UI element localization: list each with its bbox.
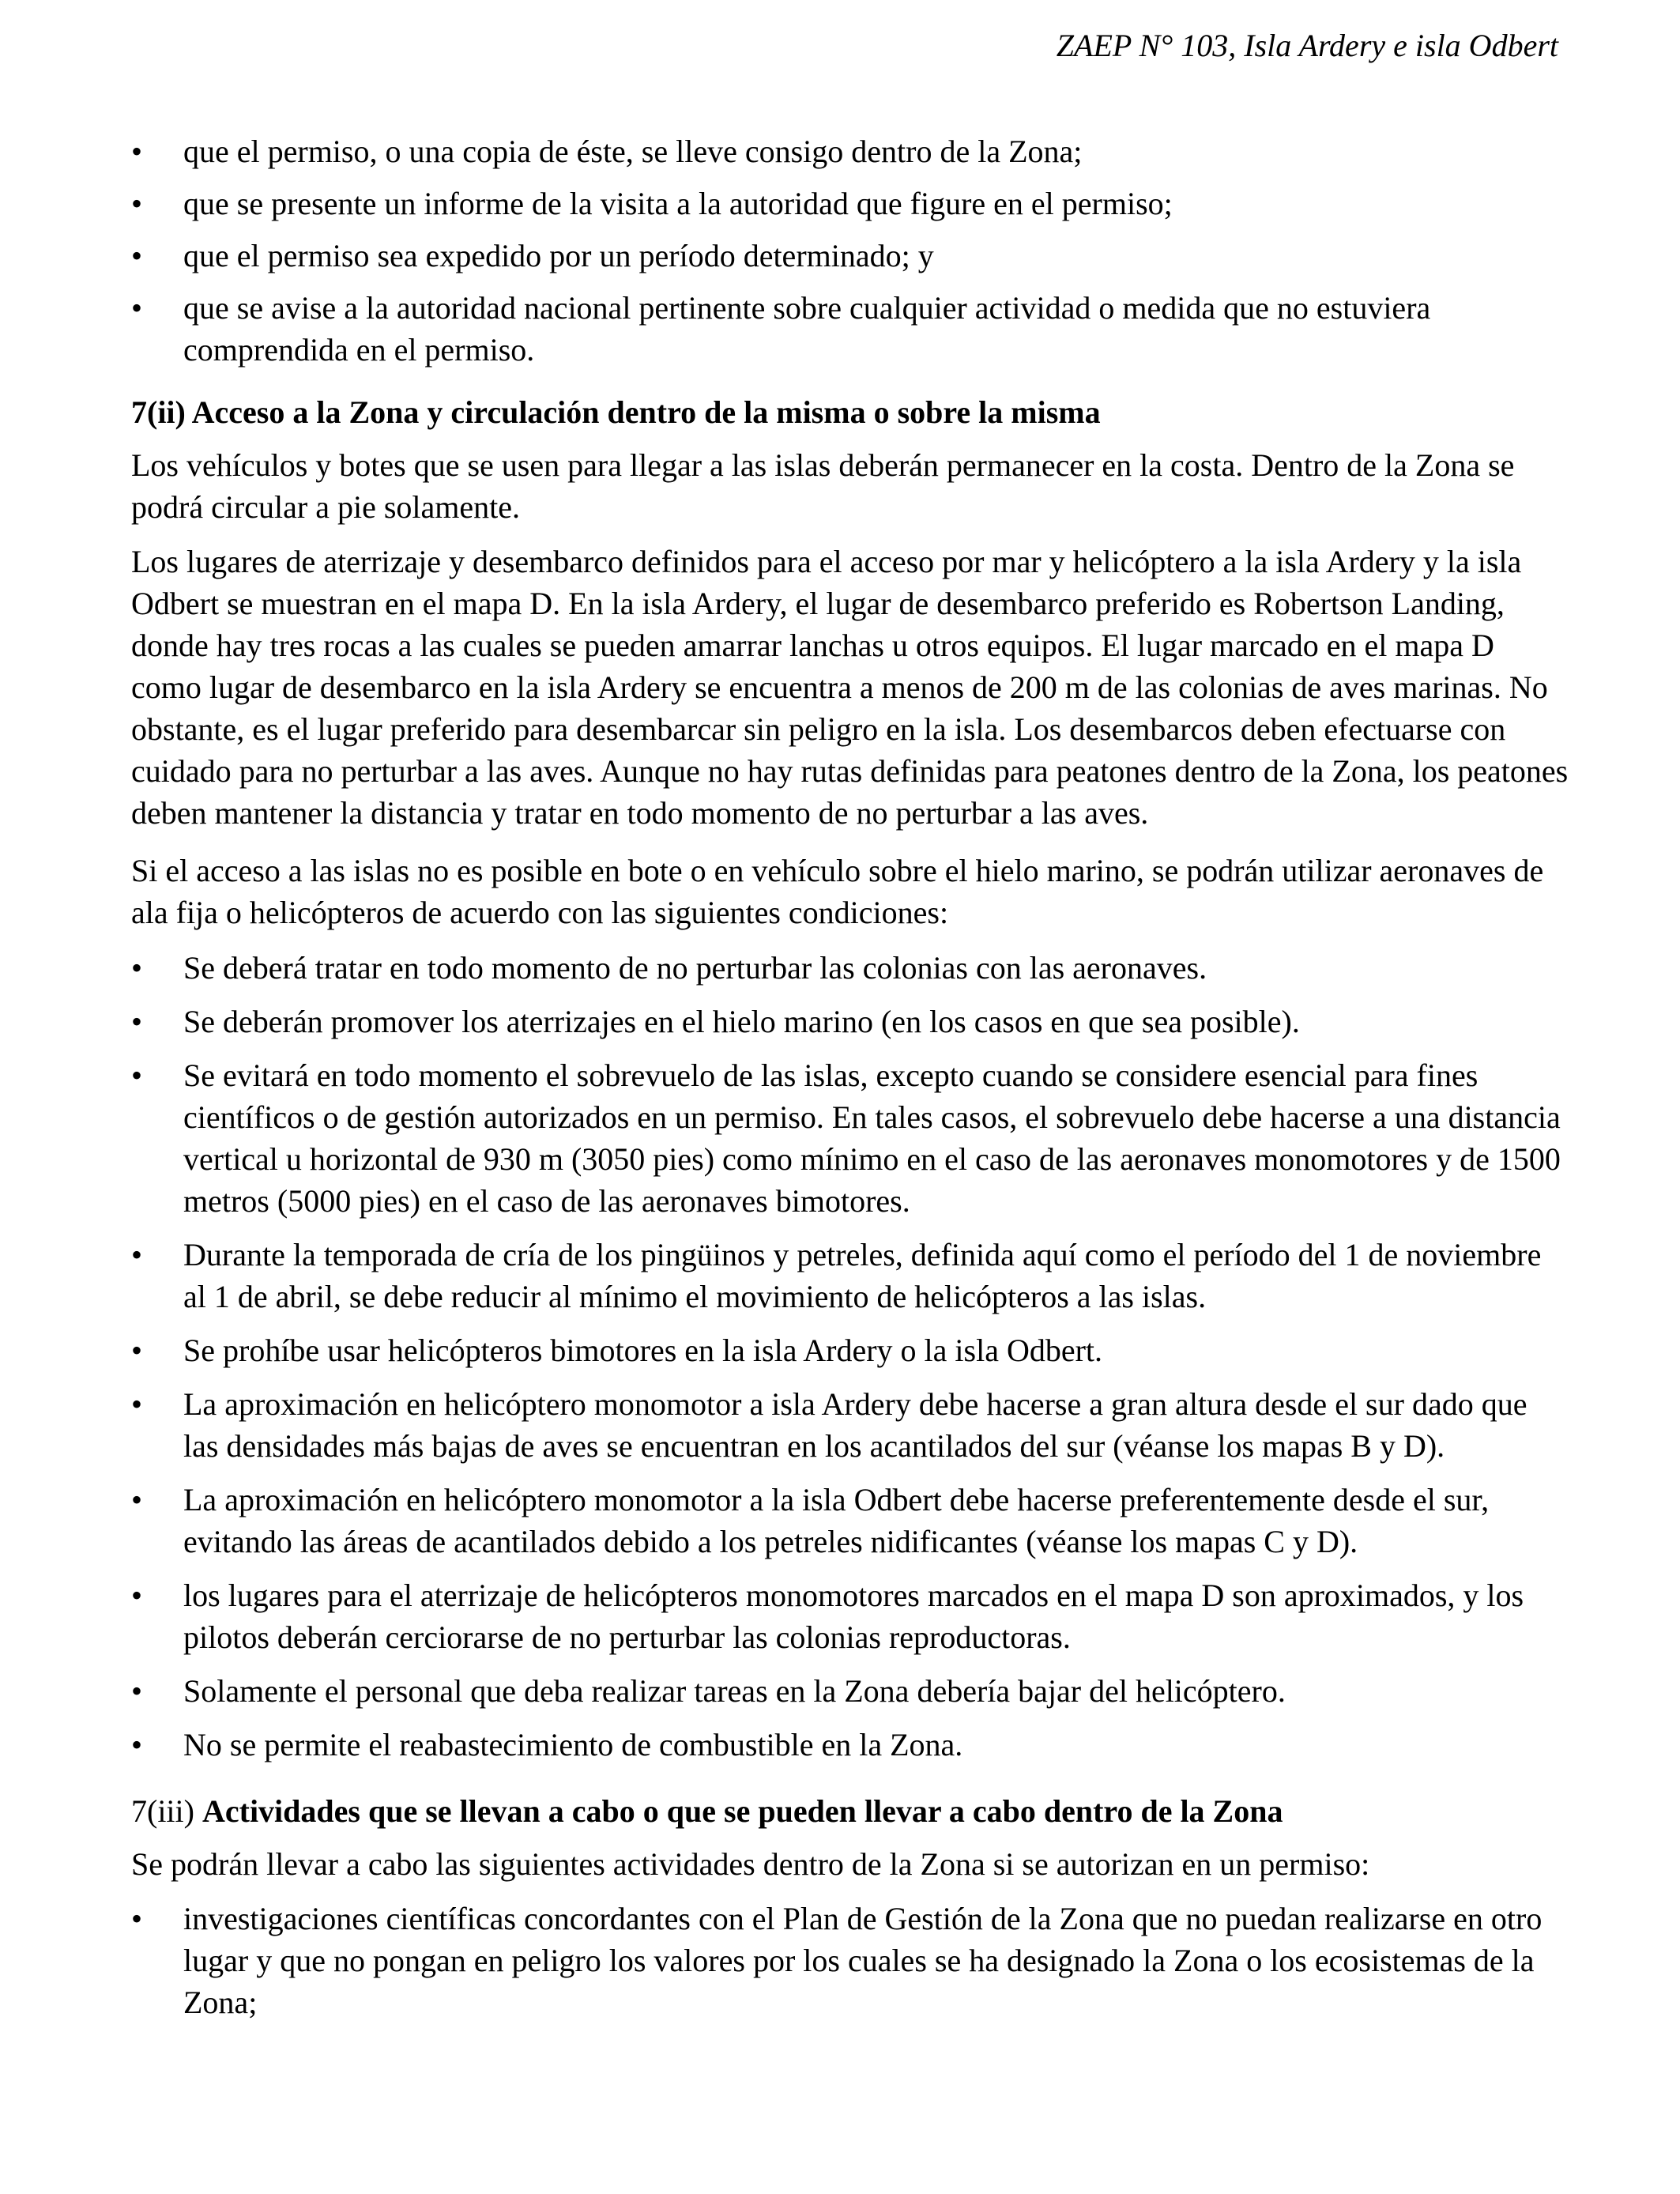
- section-heading-activities: [131, 1790, 1569, 1832]
- list-item: [131, 1054, 1569, 1222]
- list-item: [131, 130, 1569, 172]
- bullet-icon: [131, 1898, 155, 1940]
- list-item-text: La aproximación en helicóptero monomotor a isla Ardery debe hacerse a gran altura desde el sur dado que las densidades más bajas de aves se encuentran en los acantilados del sur (véanse los mapas B y D).: [183, 1386, 1527, 1464]
- list-item-text: No se permite el reabastecimiento de combustible en la Zona.: [183, 1727, 963, 1762]
- list-item-text: que se avise a la autoridad nacional pertinente sobre cualquier actividad o medida que no estuviera comprendida en el permiso.: [183, 290, 1431, 368]
- list-item-text: La aproximación en helicóptero monomotor a la isla Odbert debe hacerse preferentemente desde el sur, evitando las áreas de acantilados debido a los petreles nidificantes (véanse los mapas C y D).: [183, 1482, 1490, 1559]
- bullet-icon: [131, 1574, 155, 1616]
- paragraph-activities-intro: Se podrán llevar a cabo las siguientes actividades dentro de la Zona si se autorizan en un permiso:: [131, 1846, 1370, 1882]
- list-item: [131, 947, 1569, 989]
- list-item-text: los lugares para el aterrizaje de helicópteros monomotores marcados en el mapa D son aproximados, y los pilotos deberán cerciorarse de no perturbar las colonias reproductoras.: [183, 1578, 1524, 1655]
- list-item-text: Se evitará en todo momento el sobrevuelo de las islas, excepto cuando se considere esencial para fines científicos o de gestión autorizados en un permiso. En tales casos, el sobrevuelo debe hacerse a una distancia vertical u horizontal de 930 m (3050 pies) como mínimo en el caso de las aeronaves monomotores y de 1500 metros (5000 pies) en el caso de las aeronaves bimotores.: [183, 1057, 1561, 1219]
- bullet-icon: [131, 1724, 155, 1766]
- bullet-icon: [131, 1479, 155, 1521]
- list-item: [131, 1670, 1569, 1712]
- bullet-icon: [131, 235, 155, 277]
- list-item-text: Se deberá tratar en todo momento de no perturbar las colonias con las aeronaves.: [183, 950, 1207, 986]
- page-header-title: ZAEP N° 103, Isla Ardery e isla Odbert: [1056, 28, 1558, 63]
- list-item-text: que el permiso, o una copia de éste, se lleve consigo dentro de la Zona;: [183, 134, 1083, 169]
- paragraph-vehicles: Los vehículos y botes que se usen para llegar a las islas deberán permanecer en la costa. Dentro de la Zona se podrá circular a pie solamente.: [131, 447, 1515, 525]
- bullet-icon: [131, 183, 155, 224]
- list-item-text: Se prohíbe usar helicópteros bimotores en la isla Ardery o la isla Odbert.: [183, 1333, 1103, 1368]
- aircraft-conditions-list: [131, 947, 1569, 1766]
- bullet-icon: [131, 1383, 155, 1425]
- section-heading-access: 7(ii) Acceso a la Zona y circulación dentro de la misma o sobre la misma: [131, 394, 1101, 430]
- paragraph-landing-sites: Los lugares de aterrizaje y desembarco definidos para el acceso por mar y helicóptero a la isla Ardery y la isla Odbert se muestran en el mapa D. En la isla Ardery, el lugar de desembarco preferido es Robertson Landing, donde hay tres rocas a las cuales se pueden amarrar lanchas u otros equipos. El lugar marcado en el mapa D como lugar de desembarco en la isla Ardery se encuentra a menos de 200 m de las colonias de aves marinas. No obstante, es el lugar preferido para desembarcar sin peligro en la isla. Los desembarcos deben efectuarse con cuidado para no perturbar a las aves. Aunque no hay rutas definidas para peatones dentro de la Zona, los peatones deben mantener la distancia y tratar en todo momento de no perturbar a las aves.: [131, 544, 1569, 831]
- list-item: [131, 235, 1569, 277]
- bullet-icon: [131, 1234, 155, 1276]
- bullet-icon: [131, 1329, 155, 1371]
- list-item: [131, 1724, 1569, 1766]
- list-item-text: Solamente el personal que deba realizar tareas en la Zona debería bajar del helicóptero.: [183, 1673, 1286, 1709]
- permit-conditions-list: [131, 130, 1569, 371]
- list-item: [131, 287, 1569, 371]
- list-item: [131, 1898, 1569, 2023]
- activities-list: [131, 1898, 1569, 2023]
- list-item: [131, 1329, 1569, 1371]
- section-title: Actividades que se llevan a cabo o que se pueden llevar a cabo dentro de la Zona: [202, 1793, 1283, 1829]
- list-item: [131, 1234, 1569, 1318]
- list-item-text: que se presente un informe de la visita a la autoridad que figure en el permiso;: [183, 186, 1173, 221]
- list-item: [131, 1383, 1569, 1467]
- paragraph-aircraft-intro: Si el acceso a las islas no es posible en bote o en vehículo sobre el hielo marino, se podrán utilizar aeronaves de ala fija o helicópteros de acuerdo con las siguientes condiciones:: [131, 853, 1544, 930]
- bullet-icon: [131, 1001, 155, 1042]
- bullet-icon: [131, 130, 155, 172]
- bullet-icon: [131, 1670, 155, 1712]
- list-item-text: Se deberán promover los aterrizajes en el hielo marino (en los casos en que sea posible).: [183, 1004, 1300, 1039]
- list-item-text: investigaciones científicas concordantes con el Plan de Gestión de la Zona que no puedan realizarse en otro lugar y que no pongan en peligro los valores por los cuales se ha designado la Zona o los ecosistemas de la Zona;: [183, 1901, 1543, 2020]
- bullet-icon: [131, 287, 155, 329]
- list-item: [131, 1479, 1569, 1563]
- list-item: [131, 1001, 1569, 1042]
- bullet-icon: [131, 947, 155, 989]
- list-item-text: Durante la temporada de cría de los pingüinos y petreles, definida aquí como el período del 1 de noviembre al 1 de abril, se debe reducir al mínimo el movimiento de helicópteros a las islas.: [183, 1237, 1542, 1314]
- list-item: [131, 183, 1569, 224]
- bullet-icon: [131, 1054, 155, 1096]
- list-item: [131, 1574, 1569, 1658]
- list-item-text: que el permiso sea expedido por un período determinado; y: [183, 238, 934, 273]
- document-body: [131, 130, 1569, 2023]
- section-number: 7(iii): [131, 1793, 194, 1829]
